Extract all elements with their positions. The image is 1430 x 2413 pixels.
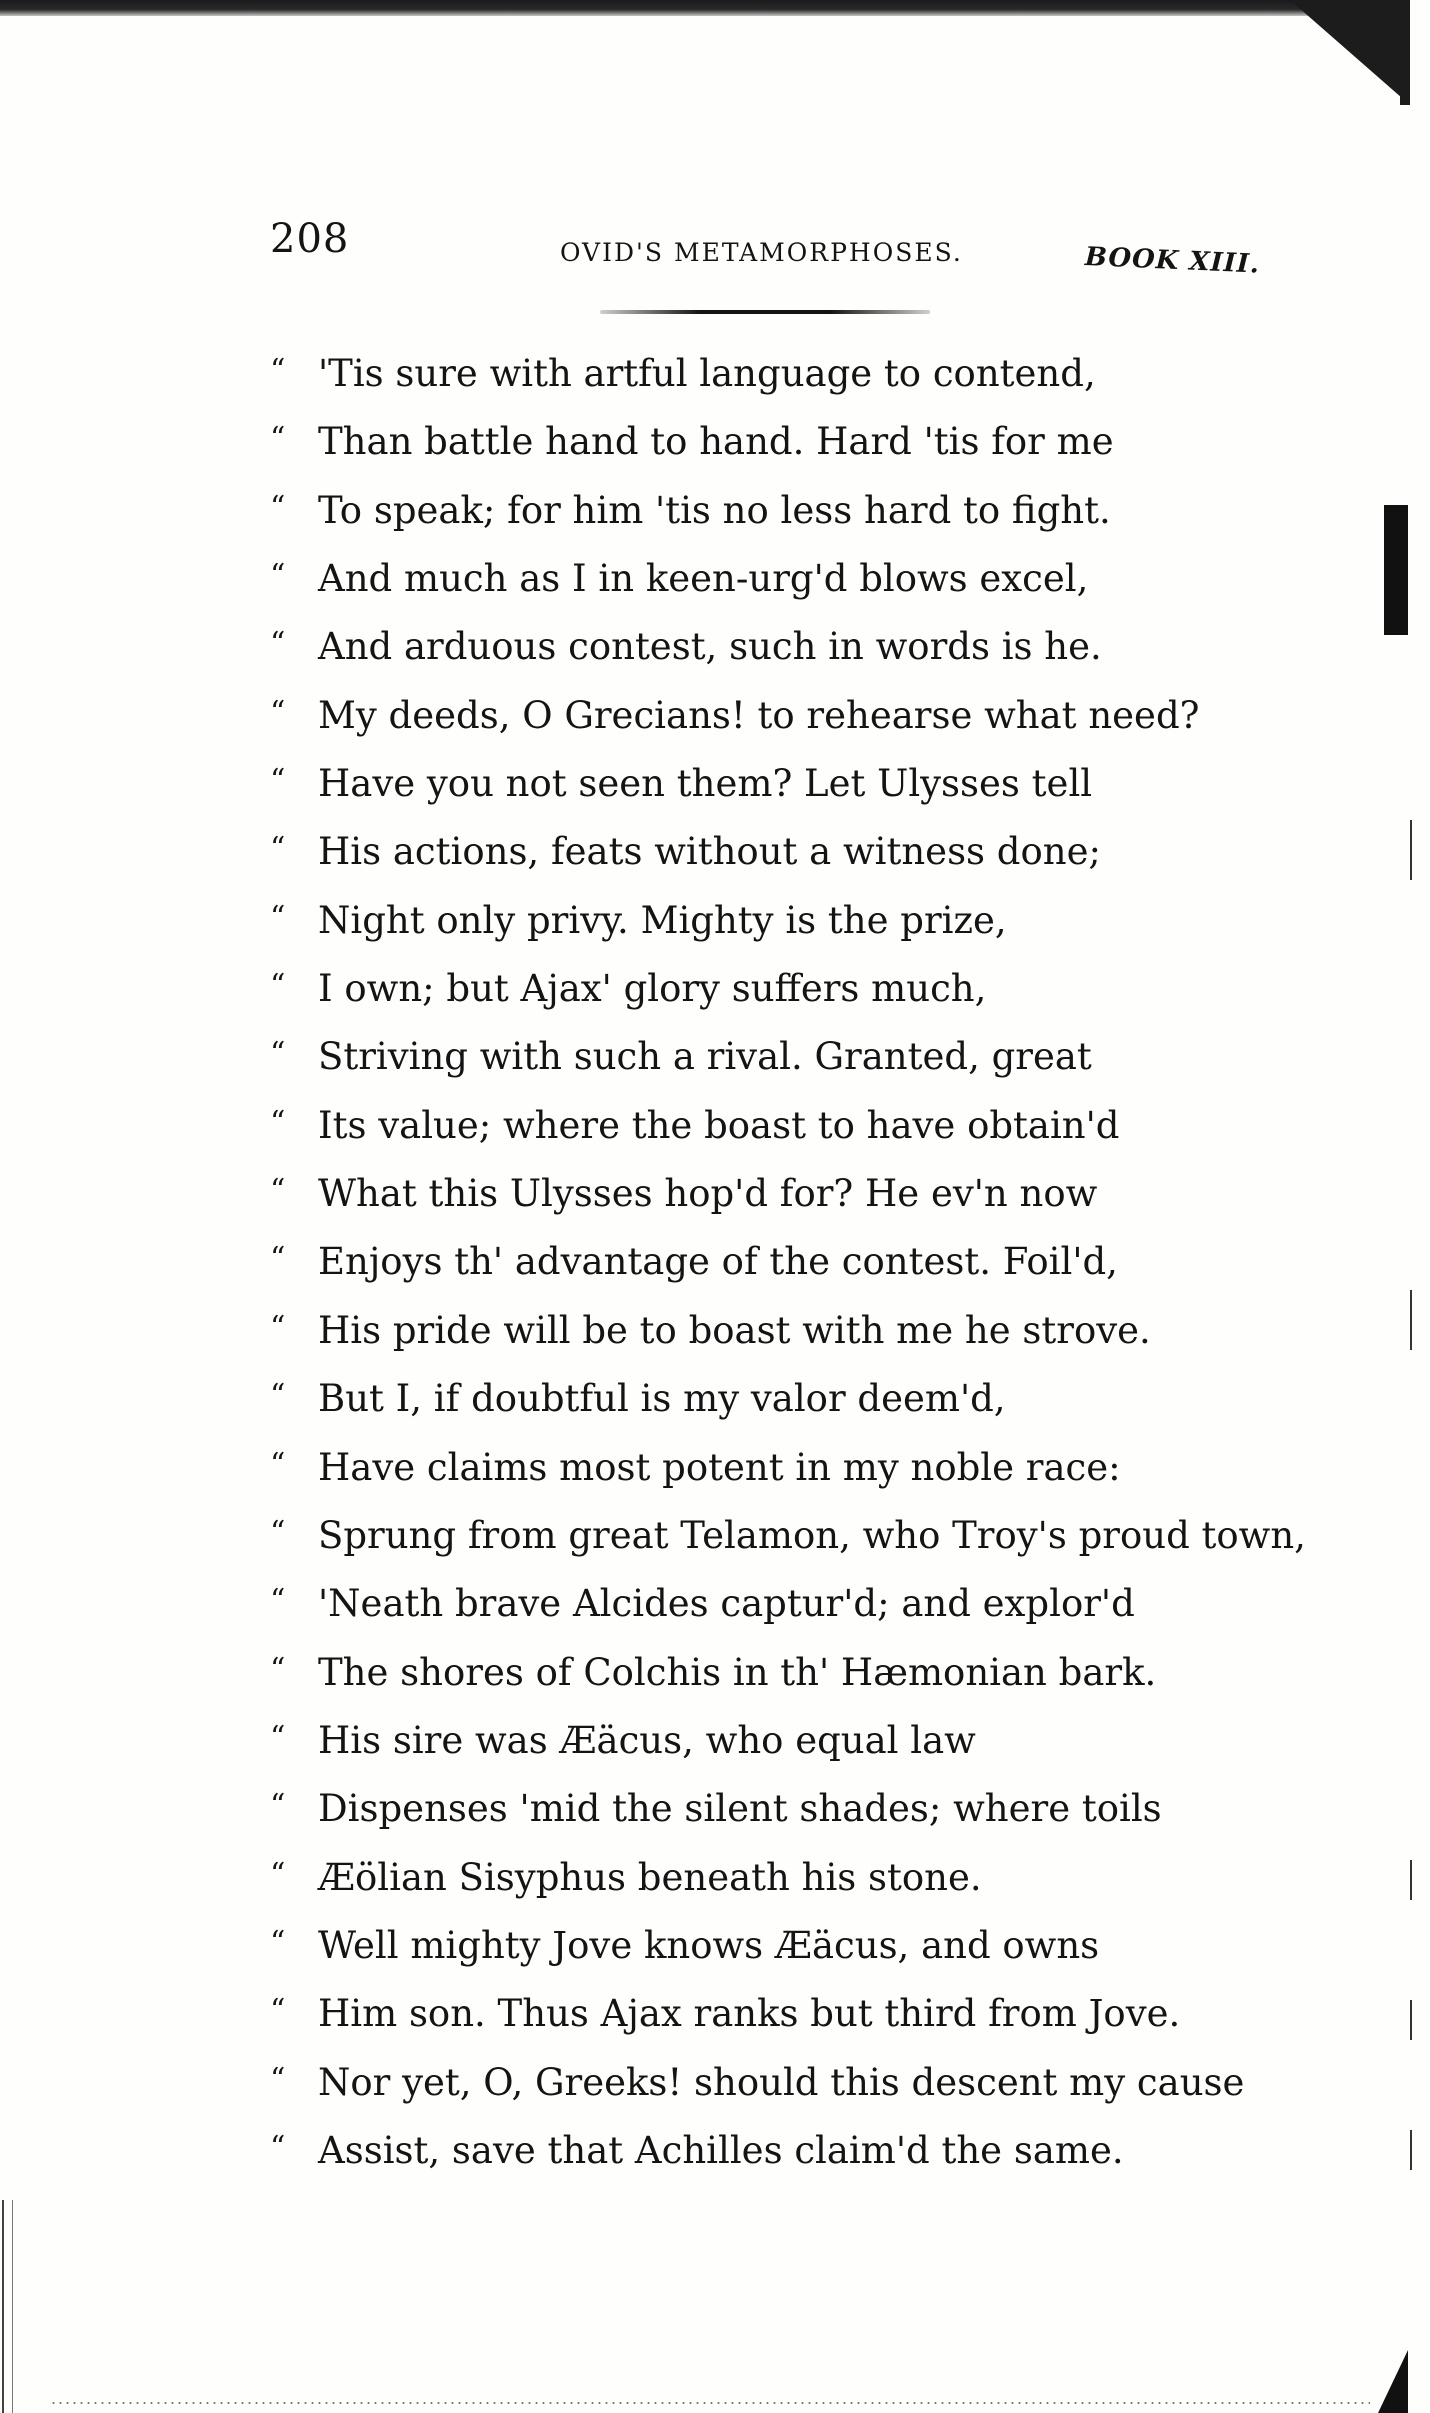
quote-mark: “	[270, 489, 286, 525]
verse-line-text: Assist, save that Achilles claim'd the same.	[318, 2128, 1124, 2172]
scan-bottom-edge	[50, 2400, 1370, 2406]
quote-mark: “	[270, 626, 286, 662]
verse-line	[270, 690, 1290, 758]
book-label: BOOK XIII.	[1084, 242, 1261, 280]
quote-mark: “	[270, 1378, 286, 1414]
scan-right-tick	[1410, 2000, 1412, 2040]
quote-mark: “	[270, 899, 286, 935]
quote-mark: “	[270, 2129, 286, 2165]
verse-line	[270, 1236, 1290, 1304]
verse-line	[270, 1100, 1290, 1168]
scan-right-tick	[1410, 820, 1412, 880]
verse-line	[270, 895, 1290, 963]
quote-mark: “	[270, 2061, 286, 2097]
verse-line	[270, 1988, 1290, 2056]
verse-line	[270, 1510, 1306, 1578]
verse-line	[270, 1783, 1290, 1851]
verse-line-text: Him son. Thus Ajax ranks but third from Jove.	[318, 1992, 1181, 2036]
verse-line-text: Well mighty Jove knows Æäcus, and owns	[318, 1923, 1100, 1967]
verse-line	[270, 1852, 1290, 1920]
verse-line-text: Than battle hand to hand. Hard 'tis for me	[318, 420, 1114, 464]
scan-bottom-corner	[1378, 2350, 1408, 2413]
verse-block	[270, 348, 1306, 2193]
verse-line	[270, 1715, 1290, 1783]
verse-line	[270, 1442, 1290, 1510]
scan-top-corner	[1290, 0, 1410, 105]
quote-mark: “	[270, 1309, 286, 1345]
running-title: OVID'S METAMORPHOSES.	[560, 238, 963, 267]
verse-line	[270, 1920, 1290, 1988]
verse-line	[270, 1305, 1290, 1373]
verse-line	[270, 621, 1290, 689]
quote-mark: “	[270, 1856, 286, 1892]
quote-mark: “	[270, 1514, 286, 1550]
quote-mark: “	[270, 968, 286, 1004]
verse-line-text: His actions, feats without a witness done;	[318, 830, 1101, 874]
scan-left-edge	[2, 2200, 13, 2413]
quote-mark: “	[270, 1583, 286, 1619]
quote-mark: “	[270, 1036, 286, 1072]
verse-line-text: I own; but Ajax' glory suffers much,	[318, 967, 987, 1011]
scan-right-tick	[1410, 1860, 1412, 1900]
scan-right-tick	[1410, 2130, 1412, 2170]
verse-line	[270, 485, 1290, 553]
verse-line	[270, 2125, 1290, 2193]
quote-mark: “	[270, 1241, 286, 1277]
verse-line-text: Have you not seen them? Let Ulysses tell	[318, 762, 1093, 806]
quote-mark: “	[270, 1719, 286, 1755]
verse-line-text: What this Ulysses hop'd for? He ev'n now	[318, 1172, 1098, 1216]
verse-line-text: The shores of Colchis in th' Hæmonian bark.	[318, 1650, 1157, 1694]
verse-line-text: Sprung from great Telamon, who Troy's proud town,	[318, 1513, 1306, 1557]
verse-line-text: My deeds, O Grecians! to rehearse what need?	[318, 693, 1200, 737]
scan-top-corner-block	[1400, 0, 1410, 105]
verse-line-text: Night only privy. Mighty is the prize,	[318, 898, 1007, 942]
verse-line-text: His pride will be to boast with me he strove.	[318, 1308, 1151, 1352]
verse-line-text: Nor yet, O, Greeks! should this descent my cause	[318, 2060, 1245, 2104]
quote-mark: “	[270, 353, 286, 388]
verse-line	[270, 826, 1290, 894]
verse-line	[270, 553, 1290, 621]
verse-line	[270, 963, 1290, 1031]
quote-mark: “	[270, 763, 286, 799]
verse-line-text: And much as I in keen-urg'd blows excel,	[318, 557, 1089, 601]
scan-top-edge	[0, 0, 1400, 16]
verse-line-text: Æölian Sisyphus beneath his stone.	[318, 1855, 982, 1899]
scan-right-margin-mark	[1384, 505, 1408, 635]
verse-line-text: Have claims most potent in my noble race:	[318, 1445, 1121, 1489]
verse-line-text: Dispenses 'mid the silent shades; where toils	[318, 1787, 1162, 1831]
verse-line-text: 'Tis sure with artful language to contend,	[318, 352, 1096, 395]
quote-mark: “	[270, 1924, 286, 1960]
verse-line	[270, 1578, 1290, 1646]
quote-mark: “	[270, 1788, 286, 1824]
verse-line	[270, 348, 1290, 416]
page-header	[270, 210, 1320, 280]
verse-line-text: His sire was Æäcus, who equal law	[318, 1718, 976, 1762]
verse-line	[270, 758, 1290, 826]
quote-mark: “	[270, 1446, 286, 1482]
quote-mark: “	[270, 831, 286, 867]
verse-line-text: Enjoys th' advantage of the contest. Foil'd,	[318, 1240, 1118, 1284]
verse-line-text: And arduous contest, such in words is he.	[318, 625, 1102, 669]
verse-line-text: But I, if doubtful is my valor deem'd,	[318, 1377, 1006, 1421]
quote-mark: “	[270, 1651, 286, 1687]
verse-line	[270, 2057, 1290, 2125]
verse-line	[270, 1031, 1290, 1099]
verse-line-text: To speak; for him 'tis no less hard to fight.	[318, 488, 1111, 532]
verse-line-text: 'Neath brave Alcides captur'd; and explor'd	[318, 1582, 1135, 1626]
quote-mark: “	[270, 1104, 286, 1140]
quote-mark: “	[270, 1173, 286, 1209]
verse-line	[270, 1168, 1290, 1236]
verse-line	[270, 1373, 1290, 1441]
quote-mark: “	[270, 558, 286, 594]
verse-line	[270, 1647, 1290, 1715]
quote-mark: “	[270, 1993, 286, 2029]
verse-line-text: Striving with such a rival. Granted, great	[318, 1035, 1092, 1079]
quote-mark: “	[270, 694, 286, 730]
page-number: 208	[270, 216, 350, 262]
verse-line	[270, 416, 1290, 484]
scan-right-tick	[1410, 1290, 1412, 1350]
verse-line-text: Its value; where the boast to have obtain'd	[318, 1103, 1120, 1147]
header-rule	[600, 310, 930, 314]
quote-mark: “	[270, 421, 286, 457]
